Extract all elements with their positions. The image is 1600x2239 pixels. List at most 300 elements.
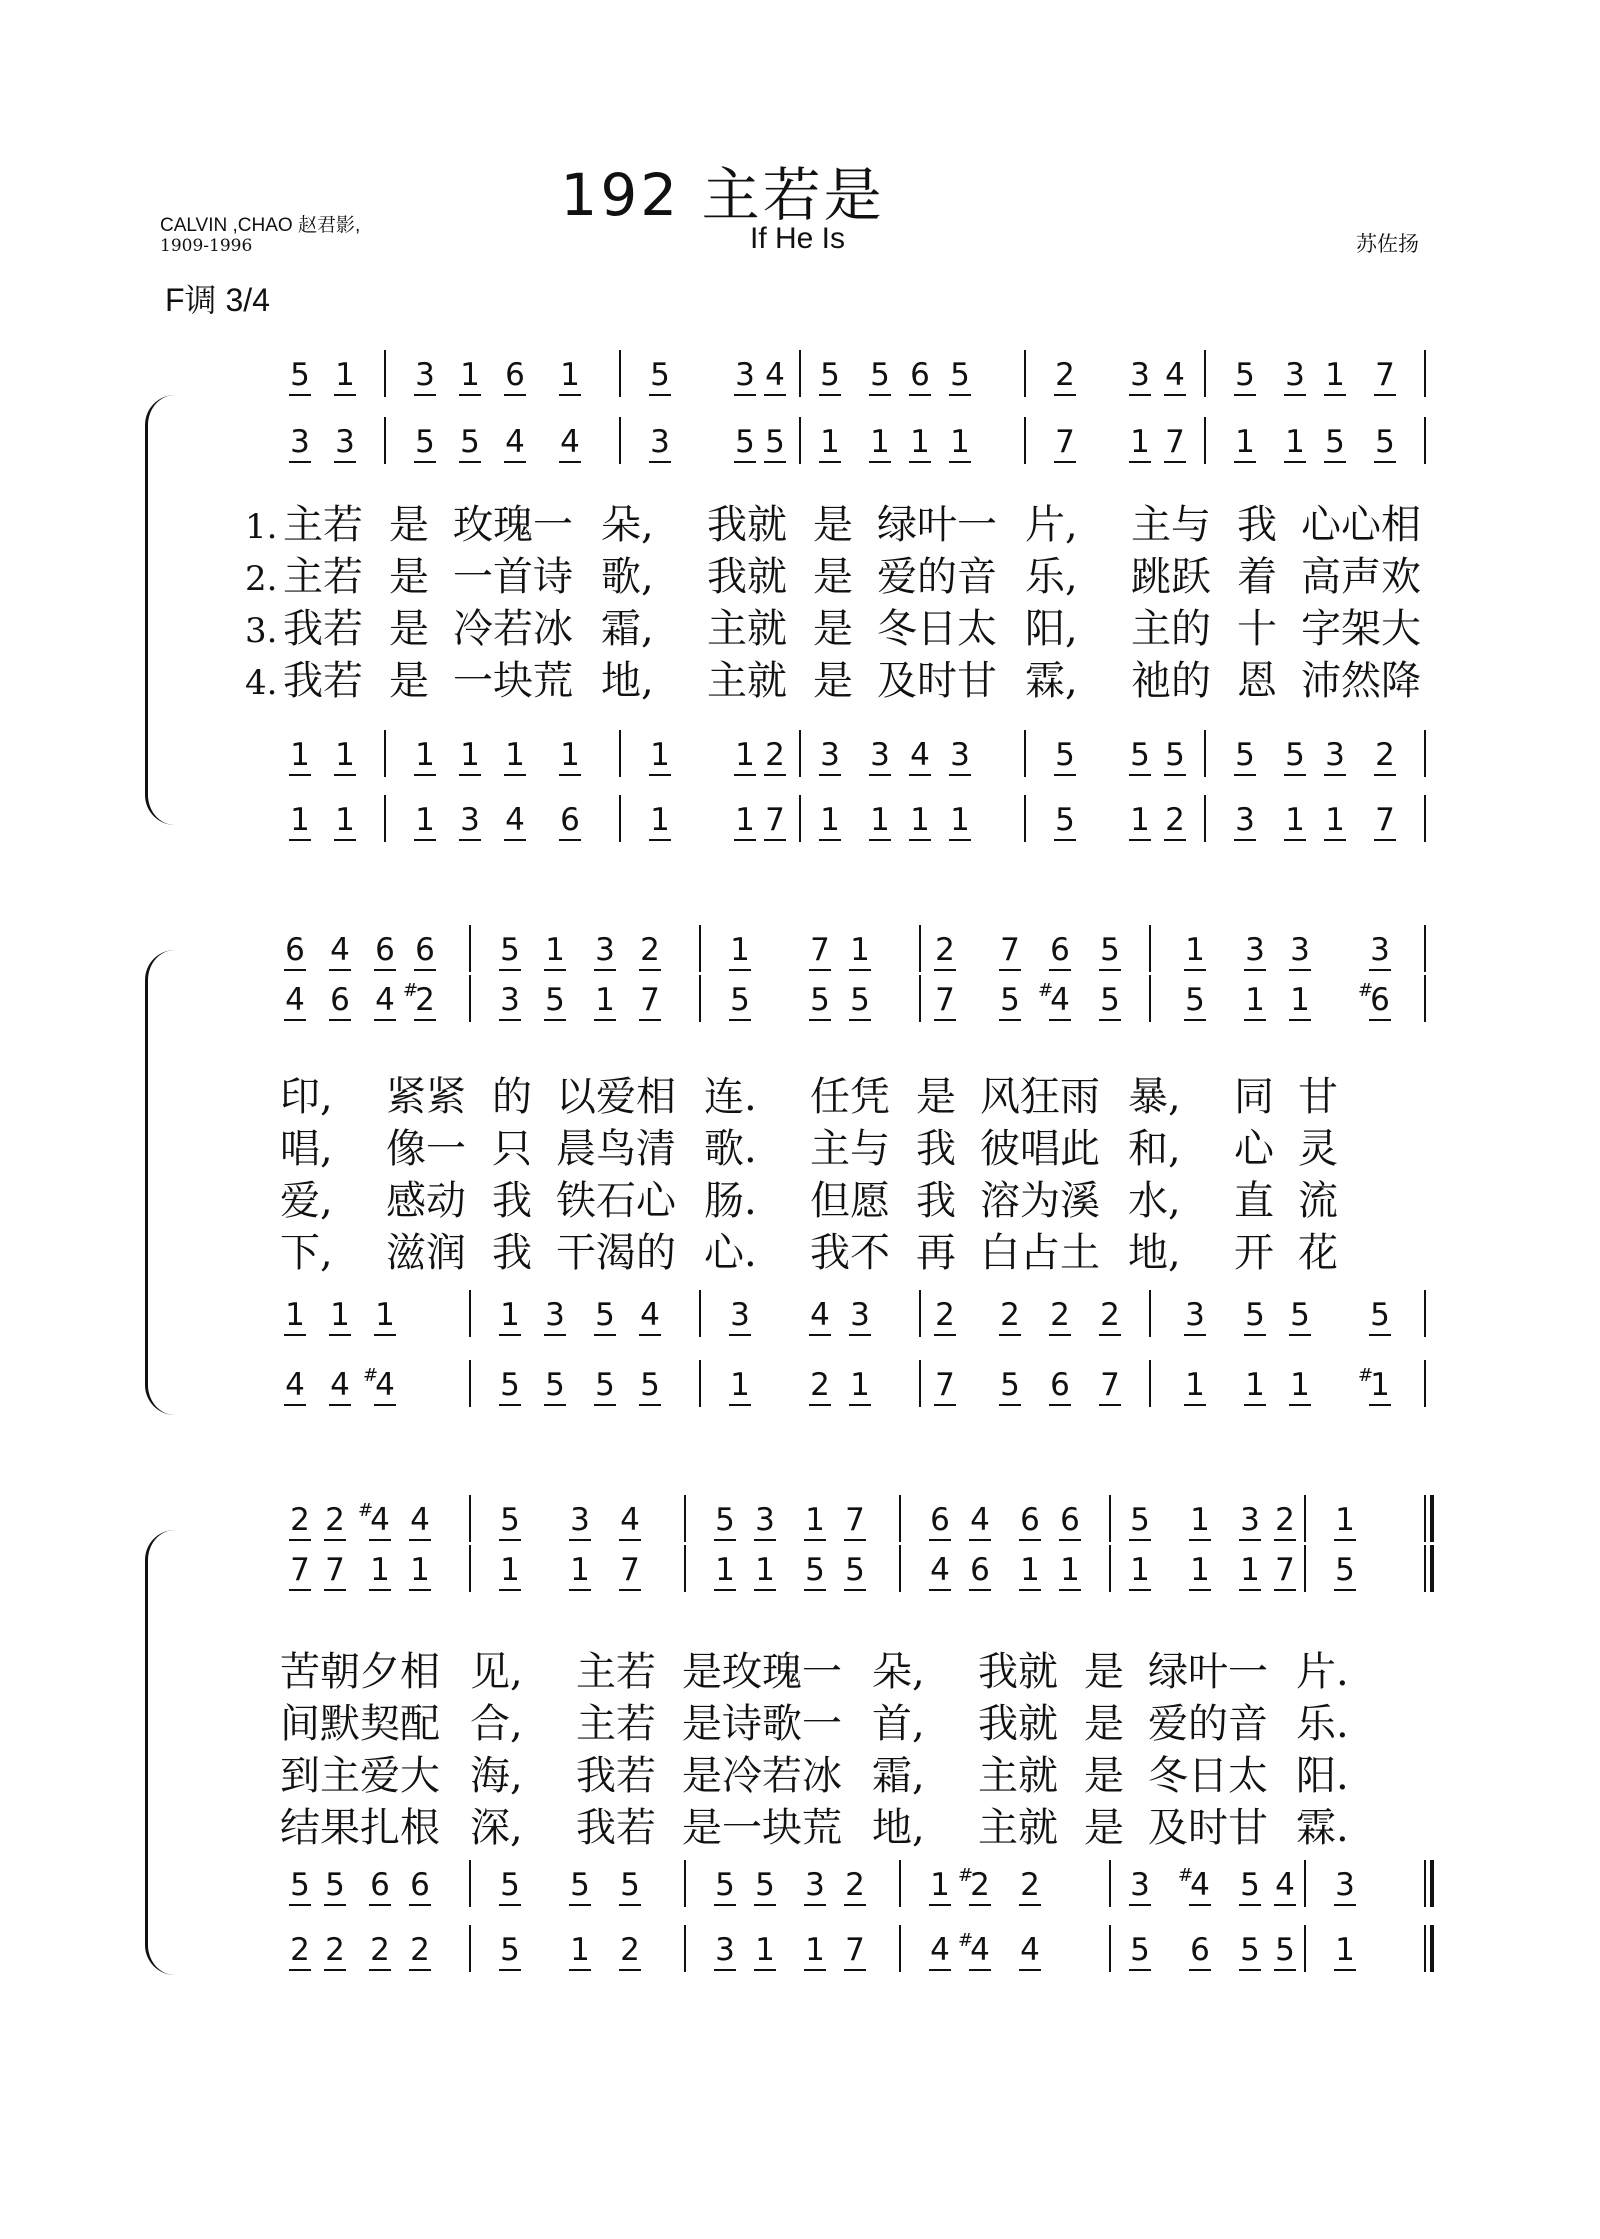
lyric-syllable: 是 <box>813 658 853 704</box>
note-digit: 1 <box>1325 802 1345 838</box>
note-digit: 2 <box>415 982 435 1018</box>
note-digit: 1 <box>755 1552 775 1588</box>
note-digit: 2 <box>845 1867 865 1903</box>
lyric-syllable: 我就 <box>707 554 787 600</box>
note-digit: 2 <box>1375 737 1395 773</box>
note-digit: 4 <box>560 424 580 460</box>
lyric-syllable: 主的 <box>1131 606 1211 652</box>
note-digit: 1 <box>730 1367 750 1403</box>
note-digit: 4 <box>410 1502 430 1538</box>
note-digit: 7 <box>935 1367 955 1403</box>
lyric-syllable: 及时甘 <box>877 658 997 704</box>
note-digit: 4 <box>1020 1932 1040 1968</box>
note-digit: 6 <box>1370 982 1390 1018</box>
note-digit: 1 <box>1130 1552 1150 1588</box>
note-digit: 1 <box>1245 1367 1265 1403</box>
lyric-syllable: 十 <box>1237 606 1277 652</box>
note-digit: 7 <box>640 982 660 1018</box>
lyric-syllable: 深, <box>470 1805 523 1851</box>
note-digit: 5 <box>500 1367 520 1403</box>
note-digit: 1 <box>505 737 525 773</box>
note-digit: 3 <box>1285 357 1305 393</box>
note-digit: 5 <box>1130 1502 1150 1538</box>
note-digit: 1 <box>410 1552 430 1588</box>
lyric-syllable: 我 <box>1237 502 1277 548</box>
note-digit: 3 <box>570 1502 590 1538</box>
note-digit: 1 <box>1240 1552 1260 1588</box>
note-digit: 3 <box>1325 737 1345 773</box>
hymn-title: 192 主若是 <box>560 161 885 229</box>
lyric-syllable: 主就 <box>707 606 787 652</box>
lyric-syllable: 是玫瑰一 <box>682 1649 842 1695</box>
lyric-syllable: 到主爱大 <box>280 1753 440 1799</box>
note-digit: 6 <box>930 1502 950 1538</box>
lyric-syllable: 我 <box>916 1178 956 1224</box>
note-digit: 3 <box>950 737 970 773</box>
note-digit: 5 <box>1325 424 1345 460</box>
note-digit: 6 <box>560 802 580 838</box>
note-digit: 5 <box>950 357 970 393</box>
note-digit: 6 <box>1050 932 1070 968</box>
note-digit: 5 <box>290 1867 310 1903</box>
note-digit: 4 <box>970 1932 990 1968</box>
note-digit: 5 <box>325 1867 345 1903</box>
lyric-syllable: 像一 <box>386 1126 466 1172</box>
note-digit: 5 <box>715 1867 735 1903</box>
note-digit: 1 <box>1290 1367 1310 1403</box>
note-digit: 4 <box>330 1367 350 1403</box>
note-digit: 3 <box>500 982 520 1018</box>
note-digit: 1 <box>735 737 755 773</box>
note-digit: 1 <box>715 1552 735 1588</box>
note-digit: 3 <box>1370 932 1390 968</box>
note-digit: 5 <box>1370 1297 1390 1333</box>
note-digit: 5 <box>415 424 435 460</box>
lyric-syllable: 连. <box>704 1074 757 1120</box>
note-digit: 5 <box>1130 1932 1150 1968</box>
lyric-syllable: 是 <box>813 606 853 652</box>
note-digit: 1 <box>290 737 310 773</box>
note-digit: 6 <box>375 932 395 968</box>
lyric-syllable: 我就 <box>978 1701 1058 1747</box>
note-digit: 5 <box>500 1502 520 1538</box>
note-digit: 1 <box>335 737 355 773</box>
lyricist-name: CALVIN ,CHAO 赵君影, <box>160 215 361 236</box>
note-digit: 1 <box>595 982 615 1018</box>
lyric-syllable: 溶为溪 <box>980 1178 1100 1224</box>
note-digit: 5 <box>820 357 840 393</box>
note-digit: 6 <box>1060 1502 1080 1538</box>
lyric-syllable: 晨鸟清 <box>556 1126 676 1172</box>
lyric-syllable: 绿叶一 <box>1148 1649 1268 1695</box>
note-digit: 7 <box>1275 1552 1295 1588</box>
lyric-syllable: 是 <box>916 1074 956 1120</box>
lyric-syllable: 片. <box>1296 1649 1349 1695</box>
note-digit: 2 <box>325 1932 345 1968</box>
lyric-syllable: 唱, <box>280 1126 333 1172</box>
note-digit: 1 <box>1235 424 1255 460</box>
note-digit: 3 <box>735 357 755 393</box>
note-digit: 6 <box>970 1552 990 1588</box>
note-digit: 5 <box>640 1367 660 1403</box>
lyric-syllable: 以爱相 <box>556 1074 676 1120</box>
note-digit: 3 <box>1290 932 1310 968</box>
note-digit: 1 <box>910 802 930 838</box>
note-digit: 1 <box>330 1297 350 1333</box>
note-digit: 3 <box>805 1867 825 1903</box>
note-digit: 1 <box>820 424 840 460</box>
lyric-syllable: 我若 <box>283 658 363 704</box>
lyric-syllable: 冬日太 <box>877 606 997 652</box>
lyric-syllable: 是 <box>813 502 853 548</box>
lyric-syllable: 我就 <box>978 1649 1058 1695</box>
lyric-syllable: 是冷若冰 <box>682 1753 842 1799</box>
note-digit: 1 <box>1245 982 1265 1018</box>
note-digit: 5 <box>620 1867 640 1903</box>
note-digit: 1 <box>570 1552 590 1588</box>
lyric-syllable: 灵 <box>1298 1126 1338 1172</box>
lyric-syllable: 我 <box>916 1126 956 1172</box>
note-digit: 3 <box>1185 1297 1205 1333</box>
lyric-syllable: 我就 <box>707 502 787 548</box>
lyric-syllable: 一首诗 <box>453 554 573 600</box>
lyric-syllable: 合, <box>470 1701 523 1747</box>
lyric-syllable: 我若 <box>576 1805 656 1851</box>
note-digit: 5 <box>500 1867 520 1903</box>
note-digit: 4 <box>505 802 525 838</box>
sharp-accidental: # <box>958 1930 974 1951</box>
note-digit: 6 <box>910 357 930 393</box>
note-digit: 1 <box>1190 1552 1210 1588</box>
note-digit: 5 <box>845 1552 865 1588</box>
note-digit: 2 <box>970 1867 990 1903</box>
note-digit: 5 <box>1185 982 1205 1018</box>
note-digit: 2 <box>325 1502 345 1538</box>
sharp-accidental: # <box>1358 1365 1374 1386</box>
note-digit: 3 <box>1130 357 1150 393</box>
note-digit: 6 <box>1050 1367 1070 1403</box>
lyric-syllable: 下, <box>280 1230 333 1276</box>
lyric-syllable: 恩 <box>1237 658 1277 704</box>
lyric-syllable: 字架大 <box>1301 606 1421 652</box>
sharp-accidental: # <box>403 980 419 1001</box>
lyric-syllable: 乐. <box>1296 1701 1349 1747</box>
lyric-syllable: 铁石心 <box>556 1178 676 1224</box>
note-digit: 5 <box>1235 737 1255 773</box>
lyric-syllable: 心心相 <box>1301 502 1421 548</box>
note-digit: 2 <box>935 932 955 968</box>
lyric-syllable: 干渴的 <box>556 1230 676 1276</box>
note-digit: 4 <box>910 737 930 773</box>
note-digit: 4 <box>330 932 350 968</box>
lyric-syllable: 冬日太 <box>1148 1753 1268 1799</box>
note-digit: 1 <box>460 357 480 393</box>
note-digit: 2 <box>1055 357 1075 393</box>
note-digit: 7 <box>1375 357 1395 393</box>
note-digit: 1 <box>570 1932 590 1968</box>
lyric-syllable: 霜, <box>601 606 654 652</box>
note-digit: 5 <box>730 982 750 1018</box>
note-digit: 1 <box>950 802 970 838</box>
lyric-syllable: 肠. <box>704 1178 757 1224</box>
sharp-accidental: # <box>363 1365 379 1386</box>
note-digit: 3 <box>460 802 480 838</box>
note-digit: 5 <box>545 1367 565 1403</box>
lyric-syllable: 霜, <box>872 1753 925 1799</box>
lyric-syllable: 流 <box>1298 1178 1338 1224</box>
lyric-syllable: 歌, <box>601 554 654 600</box>
note-digit: 3 <box>335 424 355 460</box>
note-digit: 6 <box>505 357 525 393</box>
lyric-syllable: 着 <box>1237 554 1277 600</box>
note-digit: 1 <box>415 802 435 838</box>
note-digit: 3 <box>850 1297 870 1333</box>
note-digit: 5 <box>810 982 830 1018</box>
lyric-syllable: 甘 <box>1298 1074 1338 1120</box>
lyric-syllable: 冷若冰 <box>453 606 573 652</box>
note-digit: 1 <box>545 932 565 968</box>
note-digit: 5 <box>595 1367 615 1403</box>
lyric-syllable: 我 <box>492 1230 532 1276</box>
lyric-syllable: 是 <box>389 502 429 548</box>
note-digit: 4 <box>1050 982 1070 1018</box>
note-digit: 5 <box>1235 357 1255 393</box>
note-digit: 5 <box>850 982 870 1018</box>
lyric-syllable: 爱的音 <box>1148 1701 1268 1747</box>
note-digit: 3 <box>1240 1502 1260 1538</box>
note-digit: 6 <box>370 1867 390 1903</box>
note-digit: 3 <box>820 737 840 773</box>
lyric-syllable: 朵, <box>601 502 654 548</box>
note-digit: 2 <box>1100 1297 1120 1333</box>
lyric-syllable: 朵, <box>872 1649 925 1695</box>
lyric-syllable: 白占土 <box>980 1230 1100 1276</box>
note-digit: 1 <box>1190 1502 1210 1538</box>
note-digit: 5 <box>1335 1552 1355 1588</box>
note-digit: 1 <box>1185 1367 1205 1403</box>
note-digit: 5 <box>1100 982 1120 1018</box>
note-digit: 5 <box>1275 1932 1295 1968</box>
note-digit: 3 <box>415 357 435 393</box>
note-digit: 1 <box>560 357 580 393</box>
note-digit: 1 <box>1325 357 1345 393</box>
note-digit: 1 <box>560 737 580 773</box>
lyric-syllable: 及时甘 <box>1148 1805 1268 1851</box>
note-digit: 3 <box>755 1502 775 1538</box>
note-digit: 3 <box>650 424 670 460</box>
sharp-accidental: # <box>358 1500 374 1521</box>
note-digit: 5 <box>595 1297 615 1333</box>
note-digit: 3 <box>595 932 615 968</box>
note-digit: 1 <box>285 1297 305 1333</box>
note-digit: 1 <box>735 802 755 838</box>
note-digit: 1 <box>1290 982 1310 1018</box>
verse-number: 3. <box>245 611 278 651</box>
lyric-syllable: 滋润 <box>386 1230 466 1276</box>
lyric-syllable: 但愿 <box>810 1178 890 1224</box>
lyric-syllable: 心 <box>1234 1126 1274 1172</box>
key-and-time-signature: F调 3/4 <box>165 282 270 318</box>
note-digit: 5 <box>1245 1297 1265 1333</box>
note-digit: 1 <box>805 1932 825 1968</box>
note-digit: 1 <box>415 737 435 773</box>
sharp-accidental: # <box>958 1865 974 1886</box>
lyric-syllable: 绿叶一 <box>877 502 997 548</box>
note-digit: 3 <box>870 737 890 773</box>
lyric-syllable: 是 <box>389 606 429 652</box>
note-digit: 5 <box>545 982 565 1018</box>
note-digit: 7 <box>620 1552 640 1588</box>
note-digit: 1 <box>500 1552 520 1588</box>
lyric-syllable: 爱的音 <box>877 554 997 600</box>
note-digit: 4 <box>1190 1867 1210 1903</box>
note-digit: 7 <box>1100 1367 1120 1403</box>
note-digit: 4 <box>375 1367 395 1403</box>
lyric-syllable: 是 <box>813 554 853 600</box>
note-digit: 3 <box>1235 802 1255 838</box>
note-digit: 1 <box>1285 802 1305 838</box>
note-digit: 4 <box>1275 1867 1295 1903</box>
note-digit: 1 <box>335 802 355 838</box>
note-digit: 3 <box>730 1297 750 1333</box>
note-digit: 1 <box>1130 424 1150 460</box>
lyric-syllable: 沛然降 <box>1301 658 1421 704</box>
note-digit: 5 <box>290 357 310 393</box>
lyric-syllable: 我若 <box>576 1753 656 1799</box>
note-digit: 4 <box>765 357 785 393</box>
lyric-syllable: 是诗歌一 <box>682 1701 842 1747</box>
note-digit: 7 <box>1375 802 1395 838</box>
lyric-syllable: 印, <box>280 1074 333 1120</box>
note-digit: 5 <box>1000 1367 1020 1403</box>
note-digit: 2 <box>410 1932 430 1968</box>
note-digit: 5 <box>1100 932 1120 968</box>
note-digit: 3 <box>545 1297 565 1333</box>
note-digit: 1 <box>1335 1932 1355 1968</box>
lyric-syllable: 心. <box>704 1230 757 1276</box>
composer-name: 苏佐扬 <box>1356 232 1419 256</box>
lyric-syllable: 结果扎根 <box>280 1805 440 1851</box>
lyric-syllable: 是一块荒 <box>682 1805 842 1851</box>
note-digit: 1 <box>870 424 890 460</box>
lyric-syllable: 水, <box>1128 1178 1181 1224</box>
note-digit: 2 <box>640 932 660 968</box>
note-digit: 4 <box>285 1367 305 1403</box>
verse-number: 4. <box>245 663 278 703</box>
lyric-syllable: 是 <box>1084 1701 1124 1747</box>
lyric-syllable: 同 <box>1234 1074 1274 1120</box>
note-digit: 4 <box>620 1502 640 1538</box>
lyricist-years: 1909-1996 <box>160 236 253 256</box>
note-digit: 5 <box>805 1552 825 1588</box>
verse-number: 1. <box>245 507 278 547</box>
note-digit: 1 <box>1185 932 1205 968</box>
note-digit: 5 <box>1055 802 1075 838</box>
lyric-syllable: 主若 <box>576 1649 656 1695</box>
note-digit: 6 <box>1020 1502 1040 1538</box>
lyric-syllable: 祂的 <box>1131 658 1211 704</box>
note-digit: 3 <box>1245 932 1265 968</box>
note-digit: 1 <box>500 1297 520 1333</box>
lyric-syllable: 是 <box>1084 1805 1124 1851</box>
note-digit: 5 <box>1290 1297 1310 1333</box>
note-digit: 7 <box>765 802 785 838</box>
note-digit: 3 <box>290 424 310 460</box>
lyric-syllable: 风狂雨 <box>980 1074 1100 1120</box>
note-digit: 7 <box>845 1932 865 1968</box>
lyric-syllable: 彼唱此 <box>980 1126 1100 1172</box>
note-digit: 1 <box>650 802 670 838</box>
note-digit: 5 <box>1130 737 1150 773</box>
lyric-syllable: 是 <box>389 554 429 600</box>
note-digit: 2 <box>1275 1502 1295 1538</box>
note-digit: 5 <box>500 932 520 968</box>
lyric-syllable: 首, <box>872 1701 925 1747</box>
note-digit: 5 <box>650 357 670 393</box>
sharp-accidental: # <box>1178 1865 1194 1886</box>
lyric-syllable: 花 <box>1298 1230 1338 1276</box>
note-digit: 1 <box>375 1297 395 1333</box>
lyric-syllable: 歌. <box>704 1126 757 1172</box>
sharp-accidental: # <box>1038 980 1054 1001</box>
note-digit: 4 <box>370 1502 390 1538</box>
note-digit: 6 <box>415 932 435 968</box>
lyric-syllable: 直 <box>1234 1178 1274 1224</box>
note-digit: 5 <box>460 424 480 460</box>
note-digit: 1 <box>820 802 840 838</box>
lyric-syllable: 乐, <box>1025 554 1078 600</box>
lyric-syllable: 主若 <box>576 1701 656 1747</box>
note-digit: 7 <box>1055 424 1075 460</box>
lyric-syllable: 地, <box>1128 1230 1181 1276</box>
lyric-syllable: 任凭 <box>810 1074 890 1120</box>
note-digit: 7 <box>290 1552 310 1588</box>
lyric-syllable: 苦朝夕相 <box>280 1649 440 1695</box>
note-digit: 6 <box>285 932 305 968</box>
lyric-syllable: 主与 <box>1131 502 1211 548</box>
note-digit: 2 <box>290 1502 310 1538</box>
lyric-syllable: 一块荒 <box>453 658 573 704</box>
lyric-syllable: 海, <box>470 1753 523 1799</box>
note-digit: 5 <box>1055 737 1075 773</box>
lyric-syllable: 我不 <box>810 1230 890 1276</box>
note-digit: 2 <box>935 1297 955 1333</box>
note-digit: 1 <box>930 1867 950 1903</box>
note-digit: 4 <box>1165 357 1185 393</box>
lyric-syllable: 暴, <box>1128 1074 1181 1120</box>
note-digit: 7 <box>1165 424 1185 460</box>
note-digit: 5 <box>735 424 755 460</box>
note-digit: 6 <box>1190 1932 1210 1968</box>
note-digit: 1 <box>730 932 750 968</box>
note-digit: 4 <box>970 1502 990 1538</box>
note-digit: 1 <box>1020 1552 1040 1588</box>
note-digit: 1 <box>870 802 890 838</box>
note-digit: 4 <box>930 1932 950 1968</box>
lyric-syllable: 霖, <box>1025 658 1078 704</box>
note-digit: 1 <box>650 737 670 773</box>
lyric-syllable: 主与 <box>810 1126 890 1172</box>
note-digit: 7 <box>1000 932 1020 968</box>
note-digit: 6 <box>410 1867 430 1903</box>
note-digit: 3 <box>715 1932 735 1968</box>
note-digit: 5 <box>1375 424 1395 460</box>
note-digit: 2 <box>765 737 785 773</box>
note-digit: 2 <box>810 1367 830 1403</box>
note-digit: 5 <box>1285 737 1305 773</box>
lyric-syllable: 的 <box>492 1074 532 1120</box>
note-digit: 5 <box>1240 1932 1260 1968</box>
